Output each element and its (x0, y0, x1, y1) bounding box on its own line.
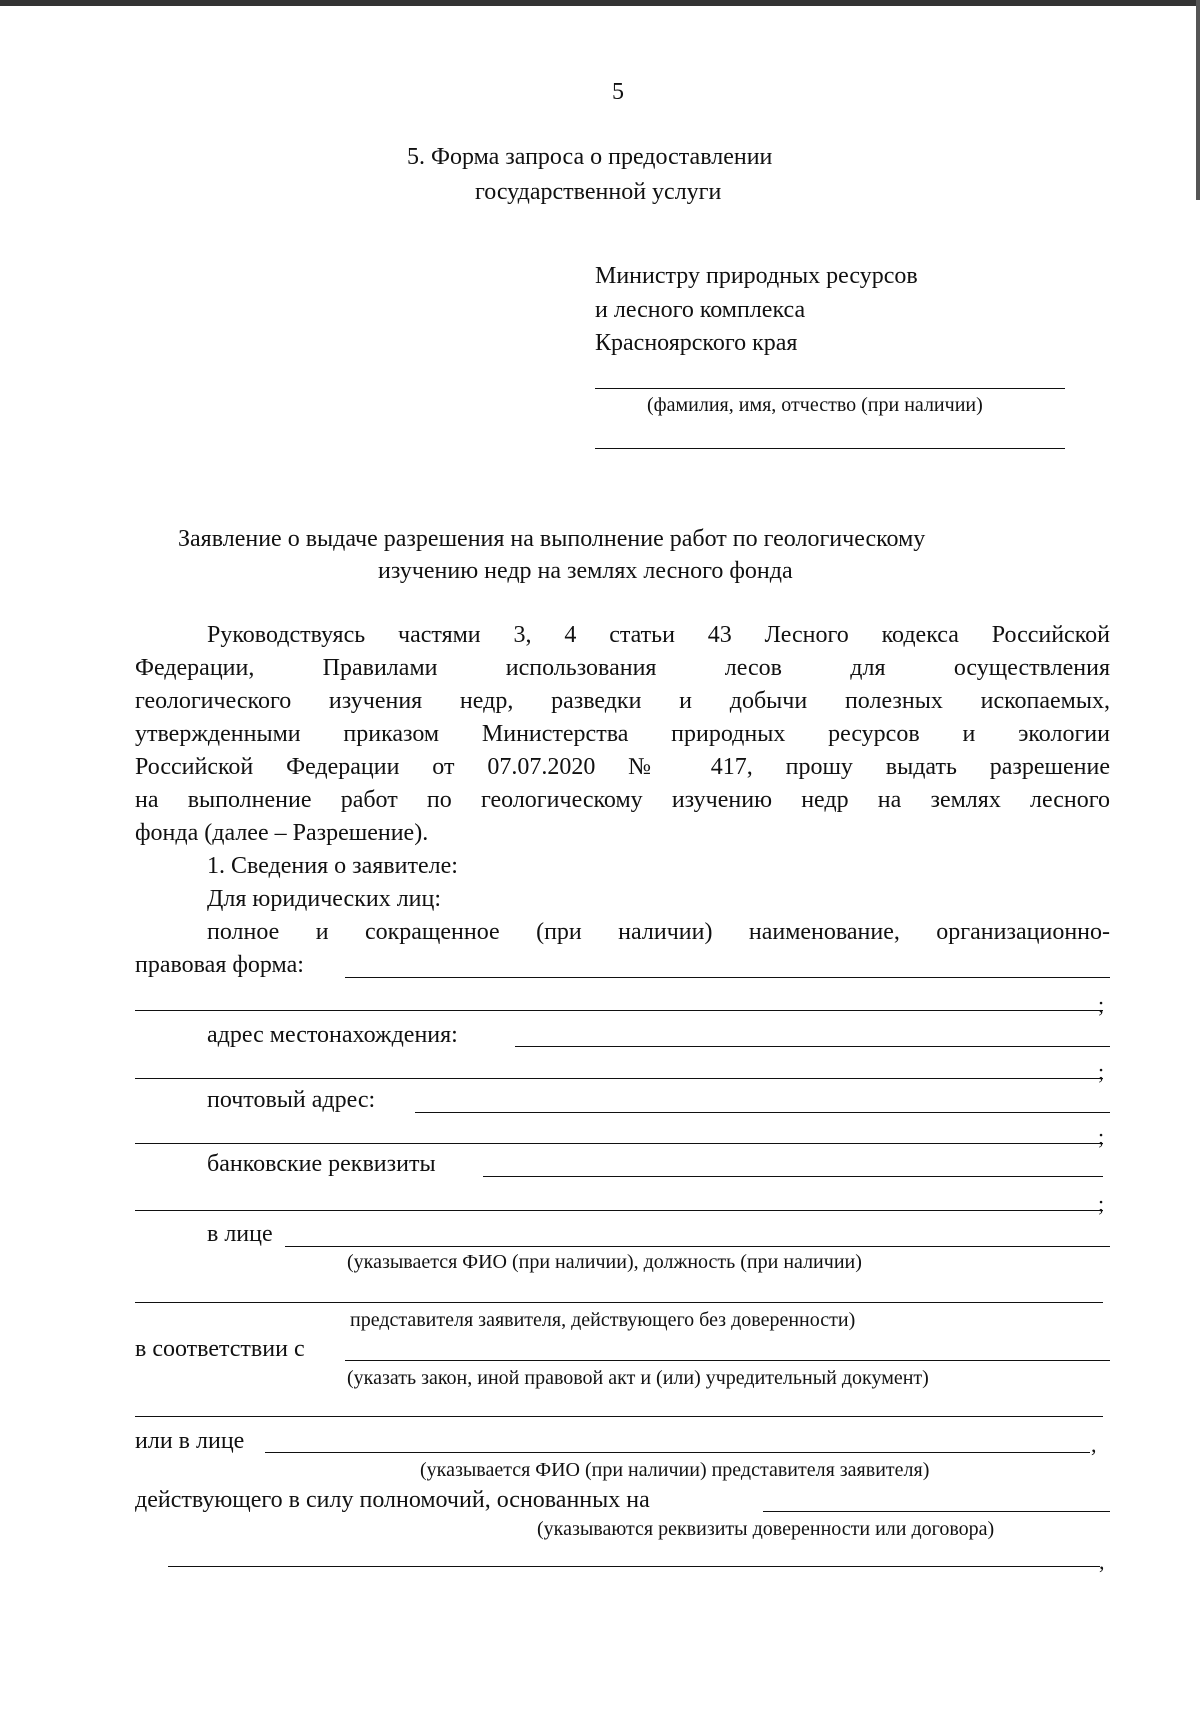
postal-address-fill-line (415, 1112, 1110, 1113)
body-line-5: Российской Федерации от 07.07.2020 № 417, прошу выдать разрешение (135, 754, 1110, 780)
bank-details-fill-line (483, 1176, 1103, 1177)
body-line-3: геологического изучения недр, разведки и добычи полезных ископаемых, (135, 688, 1110, 714)
scan-edge-top (0, 0, 1200, 6)
address-fill-line-2 (135, 1078, 1103, 1079)
semicolon-3: ; (1098, 1124, 1105, 1149)
in-accordance-fill-line (345, 1360, 1110, 1361)
semicolon-4: ; (1098, 1191, 1105, 1216)
in-person-fill-line (285, 1246, 1110, 1247)
comma-1: , (1091, 1432, 1097, 1457)
address-fill-line (515, 1046, 1110, 1047)
org-name-label-2: правовая форма: (135, 952, 304, 978)
or-in-person-fill-line (265, 1452, 1090, 1453)
addressee-line-1: Министру природных ресурсов (595, 263, 918, 289)
in-person-caption-1: (указывается ФИО (при наличии), должность (при наличии) (347, 1251, 862, 1273)
bank-details-fill-line-2 (135, 1210, 1103, 1211)
body-line-6: на выполнение работ по геологическому изучению недр на землях лесного (135, 787, 1110, 813)
semicolon-2: ; (1098, 1059, 1105, 1084)
section-title-line-1: 5. Форма запроса о предоставлении (407, 144, 773, 170)
body-line-1: Руководствуясь частями 3, 4 статьи 43 Лесного кодекса Российской (207, 622, 1110, 648)
acting-fill-line-2 (168, 1566, 1100, 1567)
or-in-person-caption: (указывается ФИО (при наличии) представителя заявителя) (420, 1459, 930, 1481)
application-title-line-2: изучению недр на землях лесного фонда (378, 558, 793, 584)
org-name-fill-line-2 (135, 1010, 1103, 1011)
in-accordance-label: в соответствии с (135, 1336, 305, 1362)
comma-2: , (1099, 1549, 1105, 1574)
org-name-fill-line (345, 977, 1110, 978)
acting-fill-line (763, 1511, 1110, 1512)
in-person-label: в лице (207, 1221, 273, 1247)
address-label: адрес местонахождения: (207, 1022, 458, 1048)
postal-address-fill-line-2 (135, 1143, 1103, 1144)
body-line-4: утвержденными приказом Министерства природных ресурсов и экологии (135, 721, 1110, 747)
in-person-fill-line-2 (135, 1302, 1103, 1303)
application-title-line-1: Заявление о выдаче разрешения на выполнение работ по геологическому (178, 526, 926, 552)
or-in-person-label: или в лице (135, 1428, 245, 1454)
acting-label: действующего в силу полномочий, основанных на (135, 1487, 650, 1513)
section-title-line-2: государственной услуги (475, 179, 722, 205)
scan-edge-right (1196, 0, 1200, 200)
in-person-caption-2: представителя заявителя, действующего без доверенности) (350, 1309, 856, 1331)
org-name-label-1: полное и сокращенное (при наличии) наименование, организационно- (207, 919, 1110, 945)
body-line-2: Федерации, Правилами использования лесов для осуществления (135, 655, 1110, 681)
bank-details-label: банковские реквизиты (207, 1151, 436, 1177)
postal-address-label: почтовый адрес: (207, 1087, 376, 1113)
fio-fill-line (595, 388, 1065, 389)
fio-fill-line-2 (595, 448, 1065, 449)
section1-heading: 1. Сведения о заявителе: (207, 853, 458, 879)
addressee-line-3: Красноярского края (595, 330, 798, 356)
body-line-7: фонда (далее – Разрешение). (135, 820, 429, 846)
acting-caption: (указываются реквизиты доверенности или договора) (537, 1518, 995, 1540)
in-accordance-caption: (указать закон, иной правовой акт и (или) учредительный документ) (347, 1367, 929, 1389)
semicolon-1: ; (1098, 992, 1105, 1017)
addressee-line-2: и лесного комплекса (595, 297, 806, 323)
in-accordance-fill-line-2 (135, 1416, 1103, 1417)
page-number: 5 (612, 79, 624, 105)
legal-entities-label: Для юридических лиц: (207, 886, 442, 912)
fio-caption: (фамилия, имя, отчество (при наличии) (647, 394, 983, 416)
